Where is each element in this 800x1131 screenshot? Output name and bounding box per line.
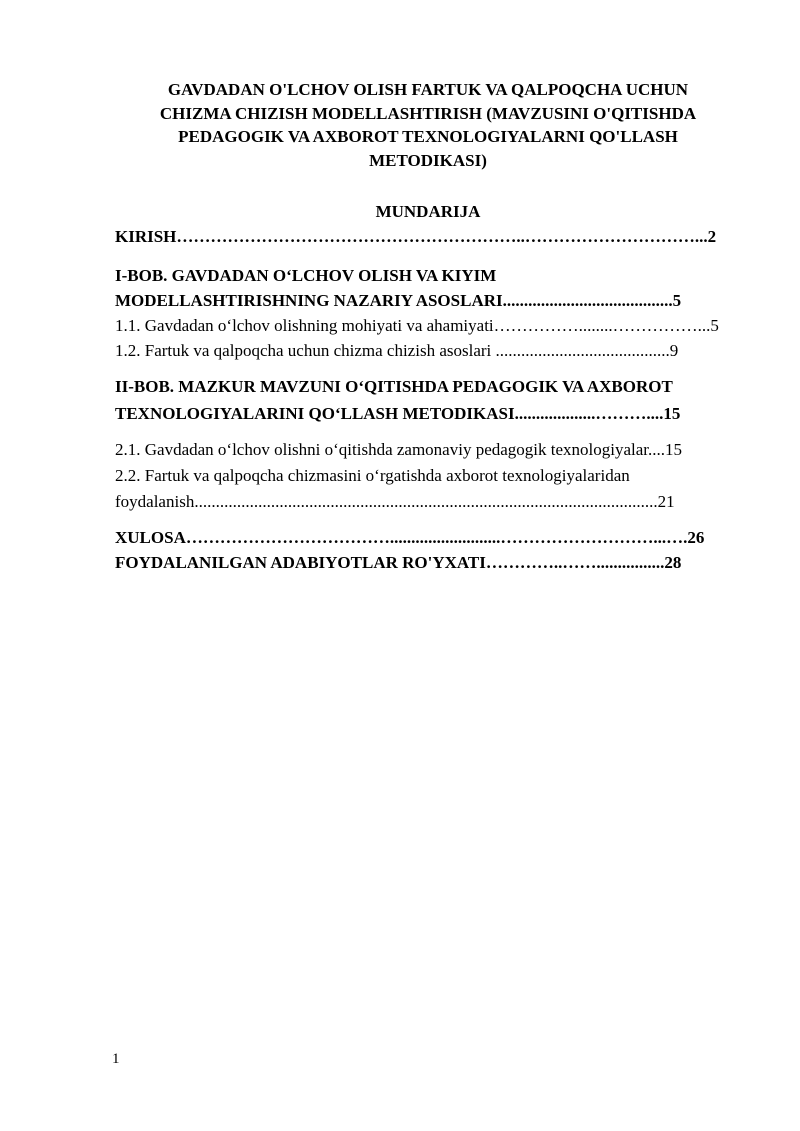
title-line: PEDAGOGIK VA AXBOROT TEXNOLOGIYALARNI QO'LLASH [178, 127, 678, 146]
toc-heading: MUNDARIJA [375, 202, 481, 221]
toc-chapter-1-line-1: I-BOB. GAVDADAN O‘LCHOV OLISH VA KIYIM [115, 266, 497, 285]
toc-section-2-1: 2.1. Gavdadan o‘lchov olishni o‘qitishda zamonaviy pedagogik texnologiyalar....15 [115, 440, 683, 459]
page-number: 1 [112, 1051, 120, 1067]
toc-entry-kirish: KIRISH……………………………………………………..…………………………...2 [115, 227, 717, 246]
toc-chapter-2-line-2: TEXNOLOGIYALARINI QO‘LLASH METODIKASI...................………....15 [115, 404, 681, 423]
toc-section-1-2: 1.2. Fartuk va qalpoqcha uchun chizma chizish asoslari .........................................9 [115, 341, 679, 360]
toc-section-2-2-line-1: 2.2. Fartuk va qalpoqcha chizmasini o‘rgatishda axborot texnologiyalaridan [115, 466, 630, 485]
toc-chapter-2-line-1: II-BOB. MAZKUR MAVZUNI O‘QITISHDA PEDAGOGIK VA AXBOROT [115, 377, 673, 396]
title-line: CHIZMA CHIZISH MODELLASHTIRISH (MAVZUSINI O'QITISHDA [159, 103, 697, 123]
toc-chapter-1-line-2: MODELLASHTIRISHNING NAZARIY ASOSLARI........................................5 [115, 291, 682, 310]
toc-section-1-1: 1.1. Gavdadan o‘lchov olishning mohiyati va ahamiyati……………........……………...5 [115, 316, 719, 335]
title-line: GAVDADAN O'LCHOV OLISH FARTUK VA QALPOQCHA UCHUN [167, 80, 689, 99]
document-title [112, 78, 744, 172]
title-line: METODIKASI) [369, 150, 487, 170]
toc-entry-xulosa: XULOSA………………………………..........................………………………...….26 [115, 528, 705, 547]
toc-section-2-2-line-2: foydalanish.............................................................................................................21 [115, 492, 675, 511]
toc-entry-bibliography: FOYDALANILGAN ADABIYOTLAR RO'YXATI…………..……................28 [115, 553, 682, 572]
